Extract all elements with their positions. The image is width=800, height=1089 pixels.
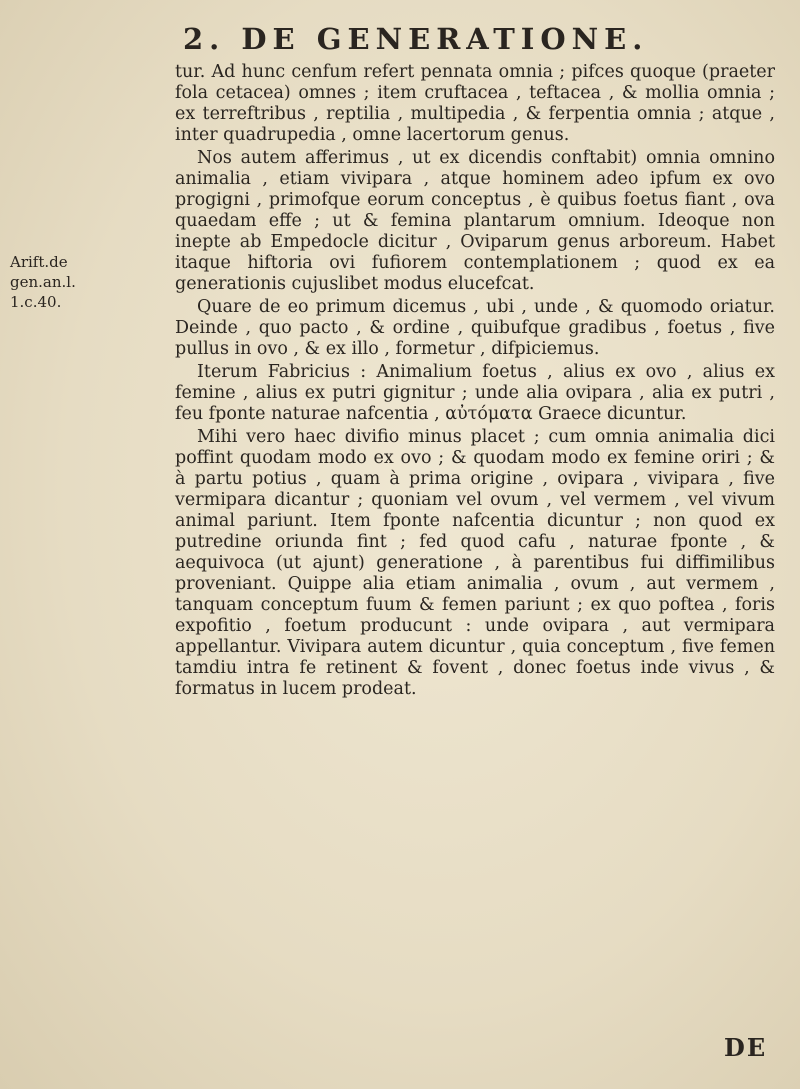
paragraph: Nos autem afferimus , ut ex dicendis conftabit) omnia omnino animalia , etiam vivipara , atque hominem adeo ipfum ex ovo progigni , primofque eorum conceptus , è quibus foetus fiant , ova quaedam effe ; ut & femina plantarum omnium. Ideoque non inepte ab Empedocle dicitur , Oviparum genus arboreum. Habet itaque hiftoria ovi fufiorem contemplationem ; quod ex ea generationis cujuslibet modus elucefcat. (175, 148, 775, 294)
margin-line: 1.c.40. (10, 293, 62, 311)
paragraph: tur. Ad hunc cenfum refert pennata omnia ; pifces quoque (praeter fola cetacea) omnes ; item cruftacea , teftacea , & mollia omnia ; ex terreftribus , reptilia , multipedia , & ferpentia omnia ; atque , inter quadrupedia , omne lacertorum genus. (175, 62, 775, 145)
paragraph: Mihi vero haec divifio minus placet ; cum omnia animalia dici poffint quodam modo ex ovo ; & quodam modo ex femine oriri ; & à partu potius , quam à prima origine , ovipara , vivipara , five vermipara dicantur ; quoniam vel ovum , vel vermem , vel vivum animal pariunt. Item fponte nafcentia dicuntur ; non quod ex putredine oriunda fint ; fed quod cafu , naturae fponte , & aequivoca (ut ajunt) generatione , à parentibus fui diffimilibus proveniant. Quippe alia etiam animalia , ovum , aut vermem , tanquam conceptum fuum & femen pariunt ; ex quo poftea , foris expofitio , foetum producunt : unde ovipara , aut vermipara appellantur. Vivipara autem dicuntur , quia conceptum , five femen tamdiu intra fe retinent & fovent , donec foetus inde vivus , & formatus in lucem prodeat. (175, 427, 775, 699)
margin-line: gen.an.l. (10, 273, 76, 291)
running-header: 2. DE GENERATIONE. (183, 22, 649, 56)
paragraph: Quare de eo primum dicemus , ubi , unde , & quomodo oriatur. Deinde , quo pacto , & ordine , quibufque gradibus , foetus , five pullus in ovo , & ex illo , formetur , difpiciemus. (175, 297, 775, 359)
marginal-citation (10, 252, 80, 312)
margin-line: Arift.de (10, 253, 68, 271)
paragraph: Iterum Fabricius : Animalium foetus , alius ex ovo , alius ex femine , alius ex putri gignitur ; unde alia ovipara , alia ex putri , feu fponte naturae nafcentia , αὐτόματα Graece dicuntur. (175, 362, 775, 424)
catchword: DE (724, 1033, 768, 1062)
body-text (175, 62, 775, 700)
